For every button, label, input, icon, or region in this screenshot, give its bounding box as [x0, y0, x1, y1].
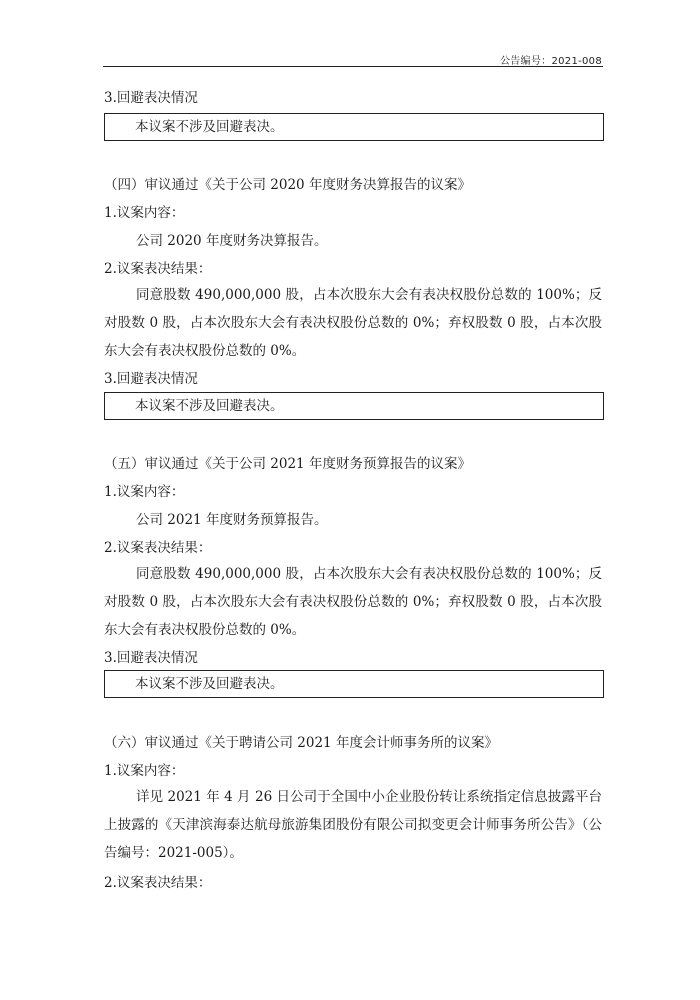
result-text: 同意股数 490,000,000 股，占本次股东大会有表决权股份总数的 100%；反对股数 0 股，占本次股东大会有表决权股份总数的 0%；弃权股数 0 股，占本次股东大会有表决权股份总数的 0%。 [104, 566, 602, 638]
result-label: 2.议案表决结果： [104, 261, 212, 277]
result-label: 2.议案表决结果： [104, 540, 212, 556]
section-heading: （四）审议通过《关于公司 2020 年度财务决算报告的议案》 [104, 177, 471, 193]
content-text: 公司 2020 年度财务决算报告。 [136, 233, 328, 249]
avoid-text: 本议案不涉及回避表决。 [135, 398, 284, 414]
content-text: 详见 2021 年 4 月 26 日公司于全国中小企业股份转让系统指定信息披露平台上披露的《天津滨海泰达航母旅游集团股份有限公司拟变更会计师事务所公告》（公告编号：2021-005）。 [104, 789, 602, 861]
header-rule [103, 66, 603, 67]
avoid-box [104, 392, 604, 420]
avoid-label: 3.回避表决情况 [104, 371, 198, 387]
content-label: 1.议案内容： [104, 484, 185, 500]
content-label: 1.议案内容： [104, 205, 185, 221]
content-text: 公司 2021 年度财务预算报告。 [136, 512, 328, 528]
result-label: 2.议案表决结果： [104, 875, 212, 891]
avoid-box [104, 670, 604, 698]
avoid-text: 本议案不涉及回避表决。 [135, 676, 284, 692]
avoid-box [104, 113, 604, 141]
section-heading: （六）审议通过《关于聘请公司 2021 年度会计师事务所的议案》 [104, 735, 498, 751]
avoid-label: 3.回避表决情况 [104, 650, 198, 666]
result-text: 同意股数 490,000,000 股，占本次股东大会有表决权股份总数的 100%；反对股数 0 股，占本次股东大会有表决权股份总数的 0%；弃权股数 0 股，占本次股东大会有表决权股份总数的 0%。 [104, 287, 602, 359]
notice-number: 公告编号：2021-008 [499, 56, 602, 67]
section-heading: （五）审议通过《关于公司 2021 年度财务预算报告的议案》 [104, 456, 471, 472]
avoid-text: 本议案不涉及回避表决。 [135, 119, 284, 135]
avoid-label: 3.回避表决情况 [104, 90, 198, 106]
content-label: 1.议案内容： [104, 763, 185, 779]
